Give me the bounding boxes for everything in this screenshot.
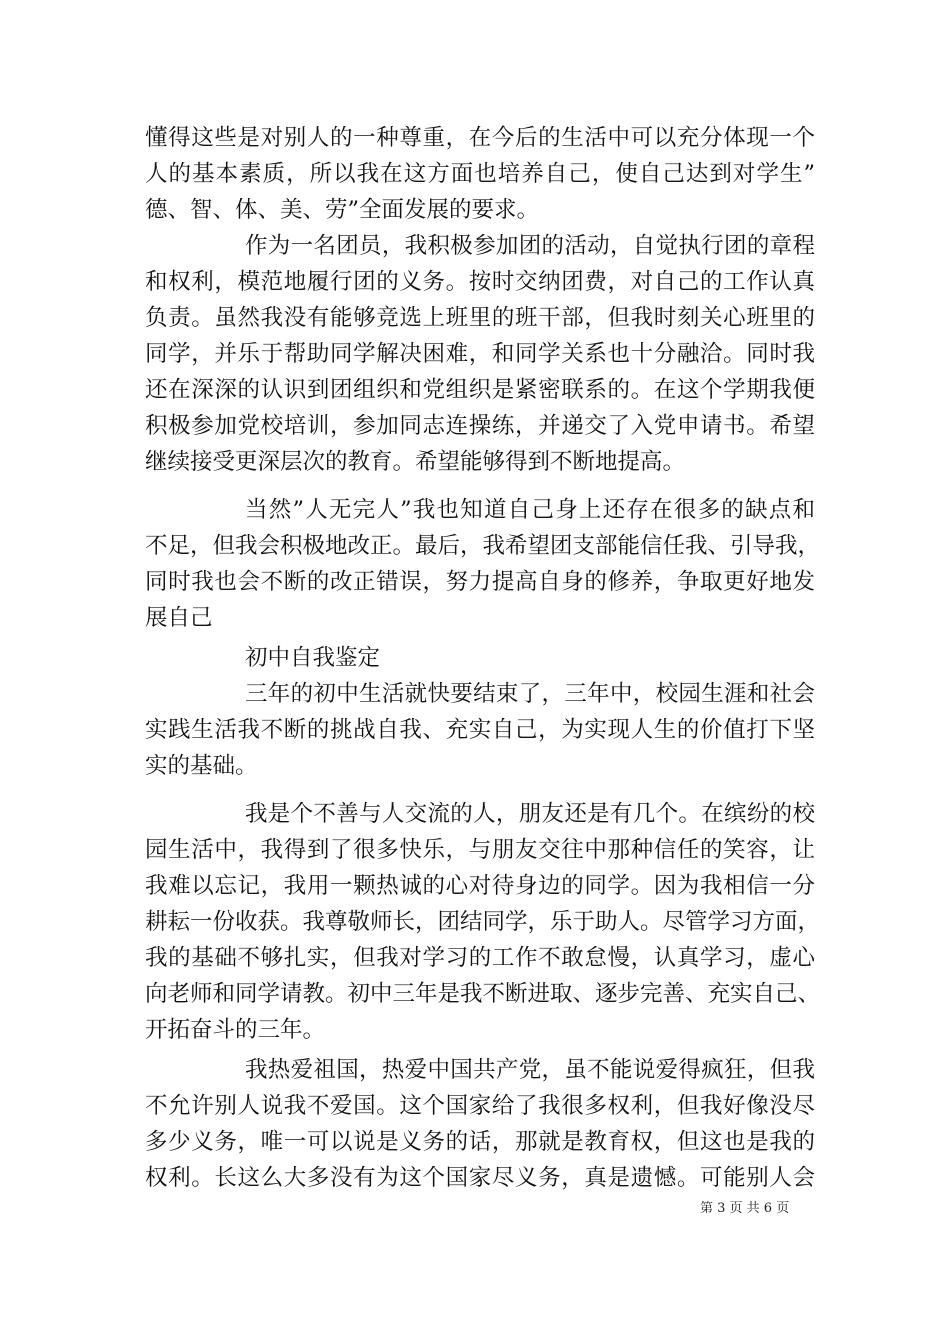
paragraph-2-line-3: 负责。虽然我没有能够竞选上班里的班干部，但我时刻关心班里的	[145, 305, 815, 331]
paragraph-2-line-2: 和权利，模范地履行团的义务。按时交纳团费，对自己的工作认真	[145, 269, 815, 295]
paragraph-6-line-6: 向老师和同学请教。初中三年是我不断进取、逐步完善、充实自己、	[145, 981, 821, 1007]
paragraph-3-line-1: 当然”人无完人”我也知道自己身上还存在很多的缺点和	[245, 497, 815, 523]
paragraph-7-line-1: 我热爱祖国，热爱中国共产党，虽不能说爱得疯狂，但我	[245, 1057, 815, 1083]
paragraph-7-line-2: 不允许别人说我不爱国。这个国家给了我很多权利，但我好像没尽	[145, 1093, 815, 1119]
paragraph-5-line-3: 实的基础。	[145, 753, 258, 779]
paragraph-6-line-4: 耕耘一份收获。我尊敬师长，团结同学，乐于助人。尽管学习方面，	[145, 909, 821, 935]
paragraph-6-line-5: 我的基础不够扎实，但我对学习的工作不敢怠慢，认真学习，虚心	[145, 945, 815, 971]
paragraph-6-line-1: 我是个不善与人交流的人，朋友还是有几个。在缤纷的校	[245, 801, 815, 827]
paragraph-2-line-4: 同学，并乐于帮助同学解决困难，和同学关系也十分融洽。同时我	[145, 341, 815, 367]
paragraph-7-line-4: 权利。长这么大多没有为这个国家尽义务，真是遗憾。可能别人会	[145, 1165, 815, 1191]
paragraph-1-line-3: 德、智、体、美、劳”全面发展的要求。	[145, 197, 540, 223]
paragraph-2-line-5: 还在深深的认识到团组织和党组织是紧密联系的。在这个学期我便	[145, 377, 815, 403]
paragraph-5-line-1: 三年的初中生活就快要结束了，三年中，校园生涯和社会	[245, 681, 815, 707]
paragraph-2-line-7: 继续接受更深层次的教育。希望能够得到不断地提高。	[145, 449, 686, 475]
paragraph-6-line-3: 我难以忘记，我用一颗热诚的心对待身边的同学。因为我相信一分	[145, 873, 815, 899]
paragraph-3-line-3: 同时我也会不断的改正错误，努力提高自身的修养，争取更好地发	[145, 569, 815, 595]
paragraph-3-line-4: 展自己	[145, 605, 213, 631]
paragraph-5-line-2: 实践生活我不断的挑战自我、充实自己，为实现人生的价值打下坚	[145, 717, 815, 743]
paragraph-6-line-2: 园生活中，我得到了很多快乐，与朋友交往中那种信任的笑容，让	[145, 837, 815, 863]
paragraph-1-line-2: 人的基本素质，所以我在这方面也培养自己，使自己达到对学生”	[145, 161, 815, 187]
paragraph-2-line-6: 积极参加党校培训，参加同志连操练，并递交了入党申请书。希望	[145, 413, 815, 439]
paragraph-6-line-7: 开拓奋斗的三年。	[145, 1017, 326, 1043]
paragraph-3-line-2: 不足，但我会积极地改正。最后，我希望团支部能信任我、引导我，	[145, 533, 821, 559]
paragraph-7-line-3: 多少义务，唯一可以说是义务的话，那就是教育权，但这也是我的	[145, 1129, 815, 1155]
paragraph-2-line-1: 作为一名团员，我积极参加团的活动，自觉执行团的章程	[245, 233, 815, 259]
paragraph-1-line-1: 懂得这些是对别人的一种尊重，在今后的生活中可以充分体现一个	[145, 125, 815, 151]
section-heading: 初中自我鉴定	[245, 645, 381, 671]
page-number-footer: 第 3 页 共 6 页	[700, 1201, 790, 1216]
